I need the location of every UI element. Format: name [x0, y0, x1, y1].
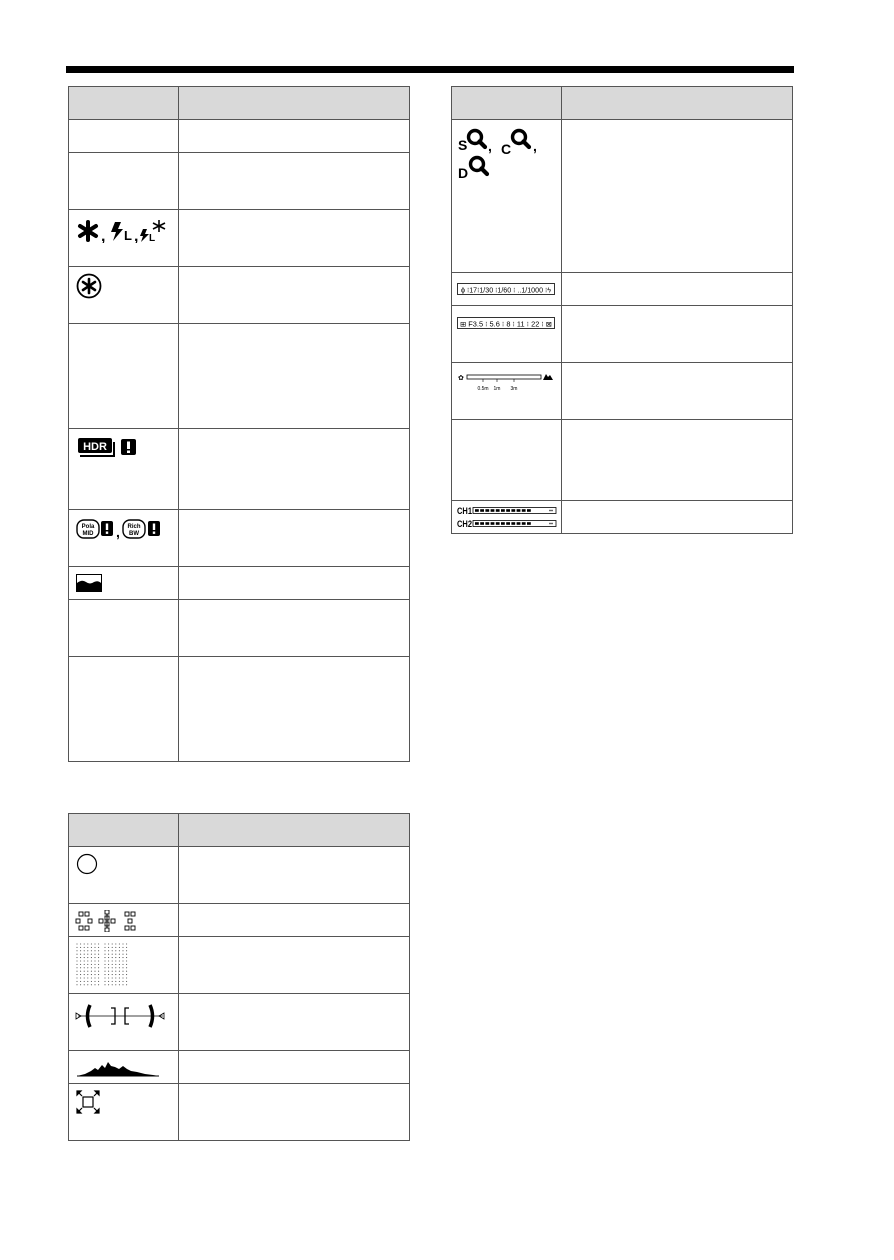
svg-text:,: , — [488, 138, 492, 154]
svg-text:L: L — [149, 233, 156, 243]
icon-cell — [69, 994, 179, 1051]
table-row — [69, 210, 410, 267]
svg-text:BW: BW — [129, 531, 139, 537]
zoom-d-label: D — [458, 165, 469, 180]
table-row — [69, 1084, 410, 1141]
description-cell — [179, 657, 410, 762]
magnifier-icon — [469, 131, 486, 148]
description-cell — [562, 273, 793, 306]
table-row — [452, 363, 793, 420]
icon-cell — [69, 904, 179, 937]
magnifier-icon — [513, 131, 530, 148]
table-row — [69, 429, 410, 510]
audio-level-meter-icon — [456, 504, 558, 530]
table-row — [69, 324, 410, 429]
table-row — [69, 120, 410, 153]
svg-text:Pola: Pola — [81, 524, 95, 530]
svg-text:,: , — [101, 228, 106, 243]
description-cell — [179, 904, 410, 937]
icon-cell — [69, 267, 179, 324]
icon-cell — [69, 600, 179, 657]
icon-cell — [69, 120, 179, 153]
af-area-dots-icon — [76, 943, 136, 989]
description-cell — [179, 153, 410, 210]
icon-cell — [69, 657, 179, 762]
shutter-speed-scale-icon — [457, 282, 555, 296]
table-row — [69, 510, 410, 567]
icon-cell — [452, 420, 562, 501]
right-icon-table — [451, 86, 793, 534]
table-row — [69, 994, 410, 1051]
table-row — [69, 567, 410, 600]
description-cell — [562, 306, 793, 363]
focus-distance-scale-icon — [457, 372, 555, 394]
icon-column-header — [69, 87, 179, 120]
table-row — [452, 120, 793, 273]
table-row — [69, 847, 410, 904]
description-cell — [179, 600, 410, 657]
icon-cell — [69, 324, 179, 429]
table-row — [452, 273, 793, 306]
top-rule — [66, 66, 794, 73]
description-column-header — [179, 814, 410, 847]
table-row — [69, 267, 410, 324]
description-cell — [179, 210, 410, 267]
description-cell — [562, 420, 793, 501]
shutter-scale-text: ϕ ⁝17⁝1/30 ⁝1/60 ⁝ ..1/1000 ⁝ϟ — [461, 287, 552, 295]
distance-label: 1m — [493, 386, 501, 392]
histogram-icon — [75, 1057, 161, 1077]
icon-cell — [452, 120, 562, 273]
table-row — [452, 306, 793, 363]
channel-1-label: CH1 — [457, 506, 472, 516]
svg-text:Rich: Rich — [127, 524, 141, 530]
icon-cell — [69, 847, 179, 904]
description-cell — [179, 567, 410, 600]
picture-effect-warning-icon — [76, 518, 166, 540]
description-cell — [562, 120, 793, 273]
aperture-scale-icon — [457, 316, 555, 330]
icon-cell — [69, 567, 179, 600]
icon-cell — [69, 429, 179, 510]
icon-cell — [69, 153, 179, 210]
table-row — [69, 657, 410, 762]
table-row — [69, 1051, 410, 1084]
icon-cell — [69, 210, 179, 267]
description-cell — [179, 847, 410, 904]
description-cell — [562, 363, 793, 420]
description-cell — [179, 994, 410, 1051]
icon-cell — [452, 501, 562, 534]
ael-flash-lock-icon — [77, 219, 167, 243]
description-column-header — [562, 87, 793, 120]
description-cell — [179, 1051, 410, 1084]
svg-text:MID: MID — [82, 531, 94, 537]
description-cell — [179, 120, 410, 153]
channel-2-label: CH2 — [457, 519, 472, 529]
icon-cell — [452, 363, 562, 420]
svg-text:L: L — [124, 228, 132, 243]
description-cell — [562, 501, 793, 534]
svg-text:,: , — [533, 138, 537, 154]
description-cell — [179, 937, 410, 994]
af-points-icon — [75, 910, 145, 932]
description-column-header — [179, 87, 410, 120]
magnifier-icon — [471, 158, 488, 175]
zoom-s-label: S — [458, 137, 468, 153]
icon-column-header — [452, 87, 562, 120]
distance-label: 0.5m — [477, 386, 489, 392]
description-cell — [179, 429, 410, 510]
description-cell — [179, 324, 410, 429]
flash-charge-circle-icon — [76, 273, 102, 299]
svg-text:✿: ✿ — [458, 375, 464, 382]
left-icon-table-2 — [68, 813, 410, 1141]
table-row — [452, 420, 793, 501]
level-gauge-icon — [75, 1002, 165, 1032]
description-cell — [179, 267, 410, 324]
icon-cell — [69, 937, 179, 994]
icon-cell — [452, 306, 562, 363]
table-row — [69, 937, 410, 994]
icon-cell — [69, 1051, 179, 1084]
svg-text:,: , — [134, 228, 139, 243]
icon-cell — [69, 510, 179, 567]
svg-text:,: , — [116, 524, 120, 540]
aperture-scale-text: ⊞ F3.5 ⁝ 5.6 ⁝ 8 ⁝ 11 ⁝ 22 ⁝ ⊠ — [460, 321, 553, 329]
table-row — [69, 600, 410, 657]
landscape-mode-icon — [76, 574, 102, 592]
distance-label: 3m — [510, 386, 518, 392]
table-row — [69, 904, 410, 937]
spot-metering-circle-icon — [76, 853, 98, 875]
icon-cell — [452, 273, 562, 306]
zoom-s-c-d-icons — [457, 126, 547, 180]
description-cell — [179, 510, 410, 567]
focus-frame-icon — [76, 1090, 100, 1114]
hdr-warning-icon — [77, 437, 137, 459]
zoom-c-label: C — [501, 141, 512, 157]
description-cell — [179, 1084, 410, 1141]
left-icon-table-1 — [68, 86, 410, 762]
icon-column-header — [69, 814, 179, 847]
table-row — [452, 501, 793, 534]
hdr-label: HDR — [83, 441, 107, 453]
icon-cell — [69, 1084, 179, 1141]
table-row — [69, 153, 410, 210]
